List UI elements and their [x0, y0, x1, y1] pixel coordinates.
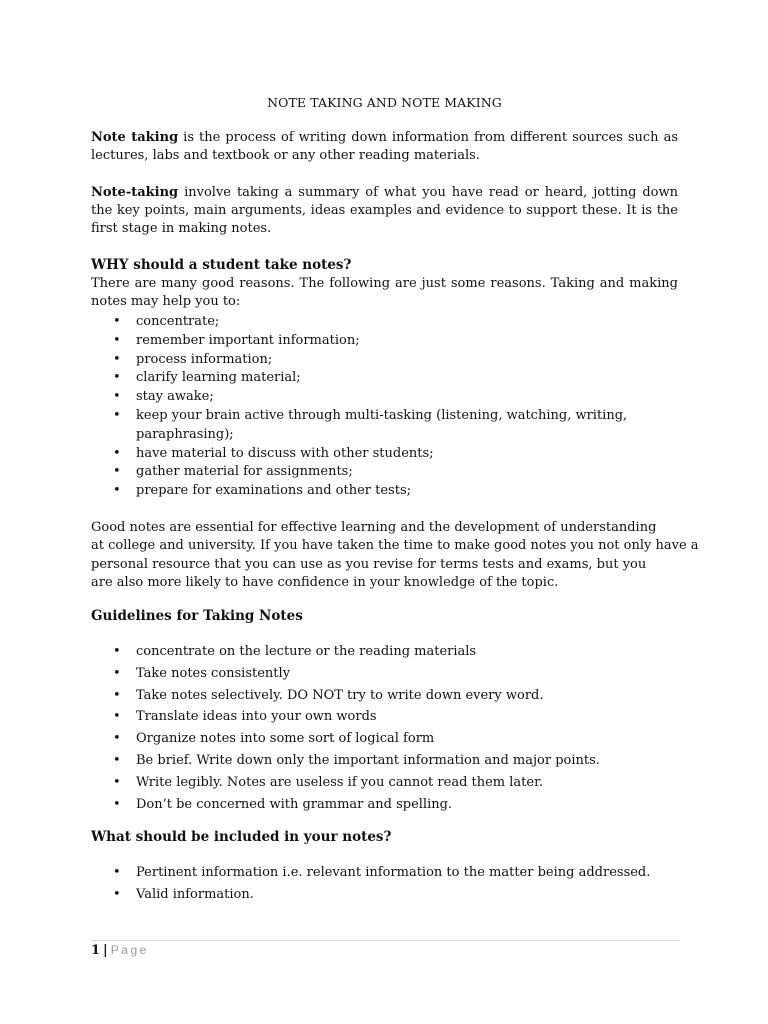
page-label: Page — [110, 943, 149, 957]
list-item: • Translate ideas into your own words — [91, 706, 651, 728]
footer-divider — [91, 940, 680, 941]
list-item: • have material to discuss with other students; — [91, 445, 651, 464]
list-item: • clarify learning material; — [91, 369, 651, 388]
paragraph-line: are also more likely to have confidence in your knowledge of the topic. — [91, 575, 559, 591]
bullet-icon: • — [113, 445, 121, 461]
list-item: • Organize notes into some sort of logical form — [91, 728, 651, 750]
bullet-icon: • — [113, 709, 121, 725]
list-item: • concentrate on the lecture or the reading materials — [91, 641, 651, 663]
bullet-icon: • — [113, 865, 121, 880]
list-item: • Valid information. — [91, 884, 651, 906]
bullet-icon: • — [113, 774, 121, 790]
list-item: • Take notes consistently — [91, 663, 651, 685]
list-item: • concentrate; — [91, 313, 651, 332]
bullet-icon: • — [113, 665, 121, 681]
definition-note-taking — [91, 129, 678, 165]
bullet-icon: • — [113, 389, 121, 405]
list-item: • remember important information; — [91, 332, 651, 351]
bullet-icon: • — [113, 644, 121, 659]
paragraph-line: at college and university. If you have taken the time to make good notes you not only have a — [91, 538, 699, 554]
definition-note-taking-2 — [91, 184, 678, 238]
list-item: • prepare for examinations and other tests; — [91, 482, 651, 501]
why-list — [91, 313, 651, 501]
why-heading: WHY should a student take notes? — [91, 257, 352, 273]
footer-separator: | — [103, 943, 108, 958]
bullet-icon: • — [113, 332, 121, 348]
definition-note-taking-2-text: involve taking a summary of what you have read or heard, jotting down the key points, main arguments, ideas examples and evidence to support these. It is the first stage in making notes. — [91, 185, 678, 236]
bullet-icon: • — [113, 464, 121, 480]
term-note-taking: Note taking — [91, 130, 179, 145]
bullet-icon: • — [113, 483, 121, 499]
why-intro: There are many good reasons. The following are just some reasons. Taking and making notes may help you to: — [91, 276, 678, 309]
list-item: • Be brief. Write down only the important information and major points. — [91, 750, 651, 772]
guidelines-heading: Guidelines for Taking Notes — [91, 608, 303, 624]
list-item: • Take notes selectively. DO NOT try to write down every word. — [91, 685, 651, 707]
bullet-icon: • — [113, 796, 121, 812]
list-item: • process information; — [91, 351, 651, 370]
good-notes-paragraph — [91, 519, 699, 593]
list-item: • gather material for assignments; — [91, 463, 651, 482]
term-note-taking-2: Note-taking — [91, 185, 179, 200]
guidelines-list — [91, 641, 651, 815]
bullet-icon: • — [113, 407, 121, 423]
list-item: • keep your brain active through multi-tasking (listening, watching, writing, paraphrasing); — [113, 407, 628, 442]
bullet-icon: • — [113, 370, 121, 386]
list-item: • Don’t be concerned with grammar and spelling. — [91, 794, 651, 816]
definition-note-taking-text: is the process of writing down information from different sources such as lectures, labs and textbook or any other reading materials. — [91, 130, 678, 163]
list-item: • Pertinent information i.e. relevant information to the matter being addressed. — [91, 862, 651, 884]
bullet-icon: • — [113, 886, 121, 902]
paragraph-line: personal resource that you can use as you revise for terms tests and exams, but you — [91, 556, 647, 572]
list-item: • stay awake; — [91, 388, 651, 407]
included-list — [91, 862, 651, 906]
bullet-icon: • — [113, 731, 121, 747]
page-footer — [91, 943, 149, 958]
page-number: 1 — [91, 943, 101, 958]
bullet-icon: • — [113, 314, 121, 329]
bullet-icon: • — [113, 752, 121, 768]
bullet-icon: • — [113, 687, 121, 703]
paragraph-line: Good notes are essential for effective learning and the development of understanding — [91, 520, 657, 535]
list-item-continuation: paraphrasing); — [136, 426, 234, 442]
included-heading: What should be included in your notes? — [91, 829, 392, 845]
document-title: NOTE TAKING AND NOTE MAKING — [267, 95, 502, 110]
list-item: • Write legibly. Notes are useless if you cannot read them later. — [91, 772, 651, 794]
bullet-icon: • — [113, 351, 121, 367]
